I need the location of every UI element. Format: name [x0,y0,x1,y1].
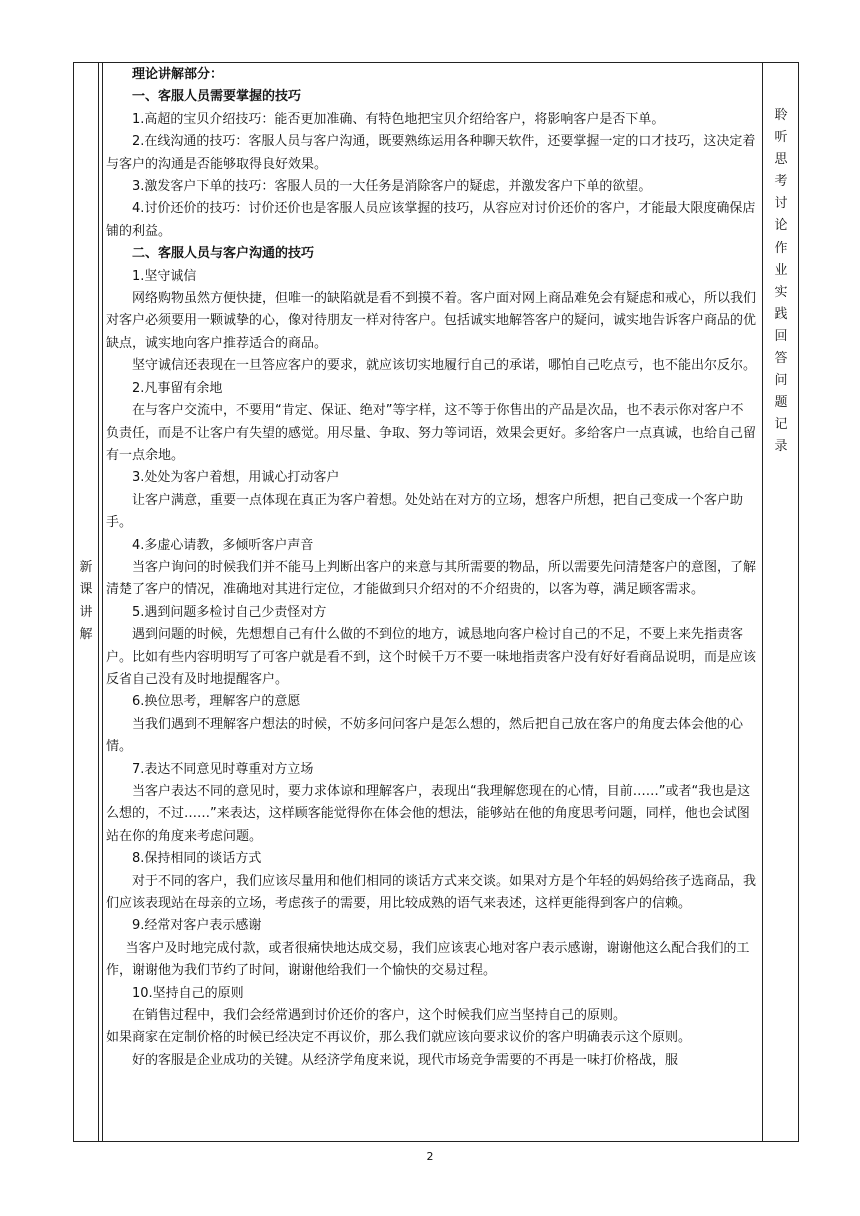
paragraph: 当客户询问的时候我们并不能马上判断出客户的来意与其所需要的物品，所以需要先问清楚客户的意图，了解清楚了客户的情况，准确地对其进行定位，才能做到只介绍对的不介绍贵的，以客为尊，满足顾客需求。 [106,559,757,598]
theory-heading: 理论讲解部分： [132,67,224,82]
column-divider [102,63,103,1141]
paragraph: 网络购物虽然方便快捷，但唯一的缺陷就是看不到摸不着。客户面对网上商品难免会有疑虑和戒心，所以我们对客户必须要用一颗诚挚的心，像对待朋友一样对待客户。包括诚实地解答客户的疑问，诚实地告诉客户商品的优缺点，诚实地向客户推荐适合的商品。 [106,291,757,351]
paragraph: 在与客户交流中，不要用“肯定、保证、绝对”等字样，这不等于你售出的产品是次品，也不表示你对客户不负责任，而是不让客户有失望的感觉。用尽量、争取、努力等词语，效果会更好。多给客户一点真诚，也给自己留有一点余地。 [106,403,757,463]
subheading: 5.遇到问题多检讨自己少责怪对方 [132,604,327,620]
subheading: 6.换位思考，理解客户的意愿 [132,694,301,710]
subheading: 10.坚持自己的原则 [132,985,244,1001]
paragraph: 当客户表达不同的意见时，要力求体谅和理解客户，表现出“我理解您现在的心情，目前……”或者“我也是这么想的，不过……”来表达，这样顾客能觉得你在体会他的想法，能够站在他的角度思考问题，同样，他也会试图站在你的角度来考虑问题。 [106,784,751,844]
paragraph: 3.激发客户下单的技巧：客服人员的一大任务是消除客户的疑虑，并激发客户下单的欲望。 [132,179,652,195]
section-title: 二、客服人员与客户沟通的技巧 [132,246,315,262]
paragraph: 遇到问题的时候，先想想自己有什么做的不到位的地方，诚恳地向客户检讨自己的不足，不要上来先指责客户。比如有些内容明明写了可客户就是看不到，这个时候千万不要一味地指责客户没有好好看商品说明，而是应该反省自己没有及时地提醒客户。 [106,627,757,687]
page-number: 2 [426,1150,434,1163]
paragraph: 坚守诚信还表现在一旦答应客户的要求，就应该切实地履行自己的承诺，哪怕自己吃点亏，也不能出尔反尔。 [132,358,757,374]
paragraph: 4.讨价还价的技巧：讨价还价也是客服人员应该掌握的技巧，从容应对讨价还价的客户，才能最大限度确保店铺的利益。 [106,201,756,239]
subheading: 3.处处为客户着想，用诚心打动客户 [132,470,340,486]
student-activity-label: 聆 听 思 考 讨 论 作 业 实 践 回 答 问 题 记 录 [774,108,788,455]
paragraph: 当我们遇到不理解客户想法的时候，不妨多问问客户是怎么想的，然后把自己放在客户的角度去体会他的心情。 [106,716,744,755]
column-divider [98,63,99,1141]
paragraph: 对于不同的客户，我们应该尽量用和他们相同的谈话方式来交谈。如果对方是个年轻的妈妈给孩子选商品，我们应该表现站在母亲的立场，考虑孩子的需要，用比较成熟的语气来表述，这样更能得到客户的信赖。 [106,873,757,912]
section-title: 一、客服人员需要掌握的技巧 [132,89,302,105]
section-label-new-lesson: 新 课 讲 解 [79,560,93,643]
paragraph: 1.高超的宝贝介绍技巧：能否更加准确、有特色地把宝贝介绍给客户，将影响客户是否下单。 [132,111,665,127]
paragraph: 2.在线沟通的技巧：客服人员与客户沟通，既要熟练运用各种聊天软件，还要掌握一定的口才技巧，这决定着与客户的沟通是否能够取得良好效果。 [106,134,756,172]
paragraph: 当客户及时地完成付款，或者很痛快地达成交易，我们应该衷心地对客户表示感谢，谢谢他这么配合我们的工作，谢谢他为我们节约了时间，谢谢他给我们一个愉快的交易过程。 [106,940,750,979]
paragraph: 如果商家在定制价格的时候已经决定不再议价，那么我们就应该向要求议价的客户明确表示这个原则。 [106,1030,692,1046]
lesson-content [106,64,756,1072]
subheading: 4.多虚心请教，多倾听客户声音 [132,537,314,553]
subheading: 8.保持相同的谈话方式 [132,851,262,867]
paragraph: 在销售过程中，我们会经常遇到讨价还价的客户，这个时候我们应当坚持自己的原则。 [132,1008,627,1024]
lesson-table [73,62,799,1142]
paragraph: 好的客服是企业成功的关键。从经济学角度来说，现代市场竞争需要的不再是一味打价格战，服 [132,1052,679,1068]
paragraph: 让客户满意，重要一点体现在真正为客户着想。处处站在对方的立场，想客户所想，把自己变成一个客户助手。 [106,492,744,531]
subheading: 2.凡事留有余地 [132,380,223,396]
subheading: 7.表达不同意见时尊重对方立场 [132,761,314,777]
subheading: 9.经常对客户表示感谢 [132,918,262,934]
subheading: 1.坚守诚信 [132,268,197,284]
